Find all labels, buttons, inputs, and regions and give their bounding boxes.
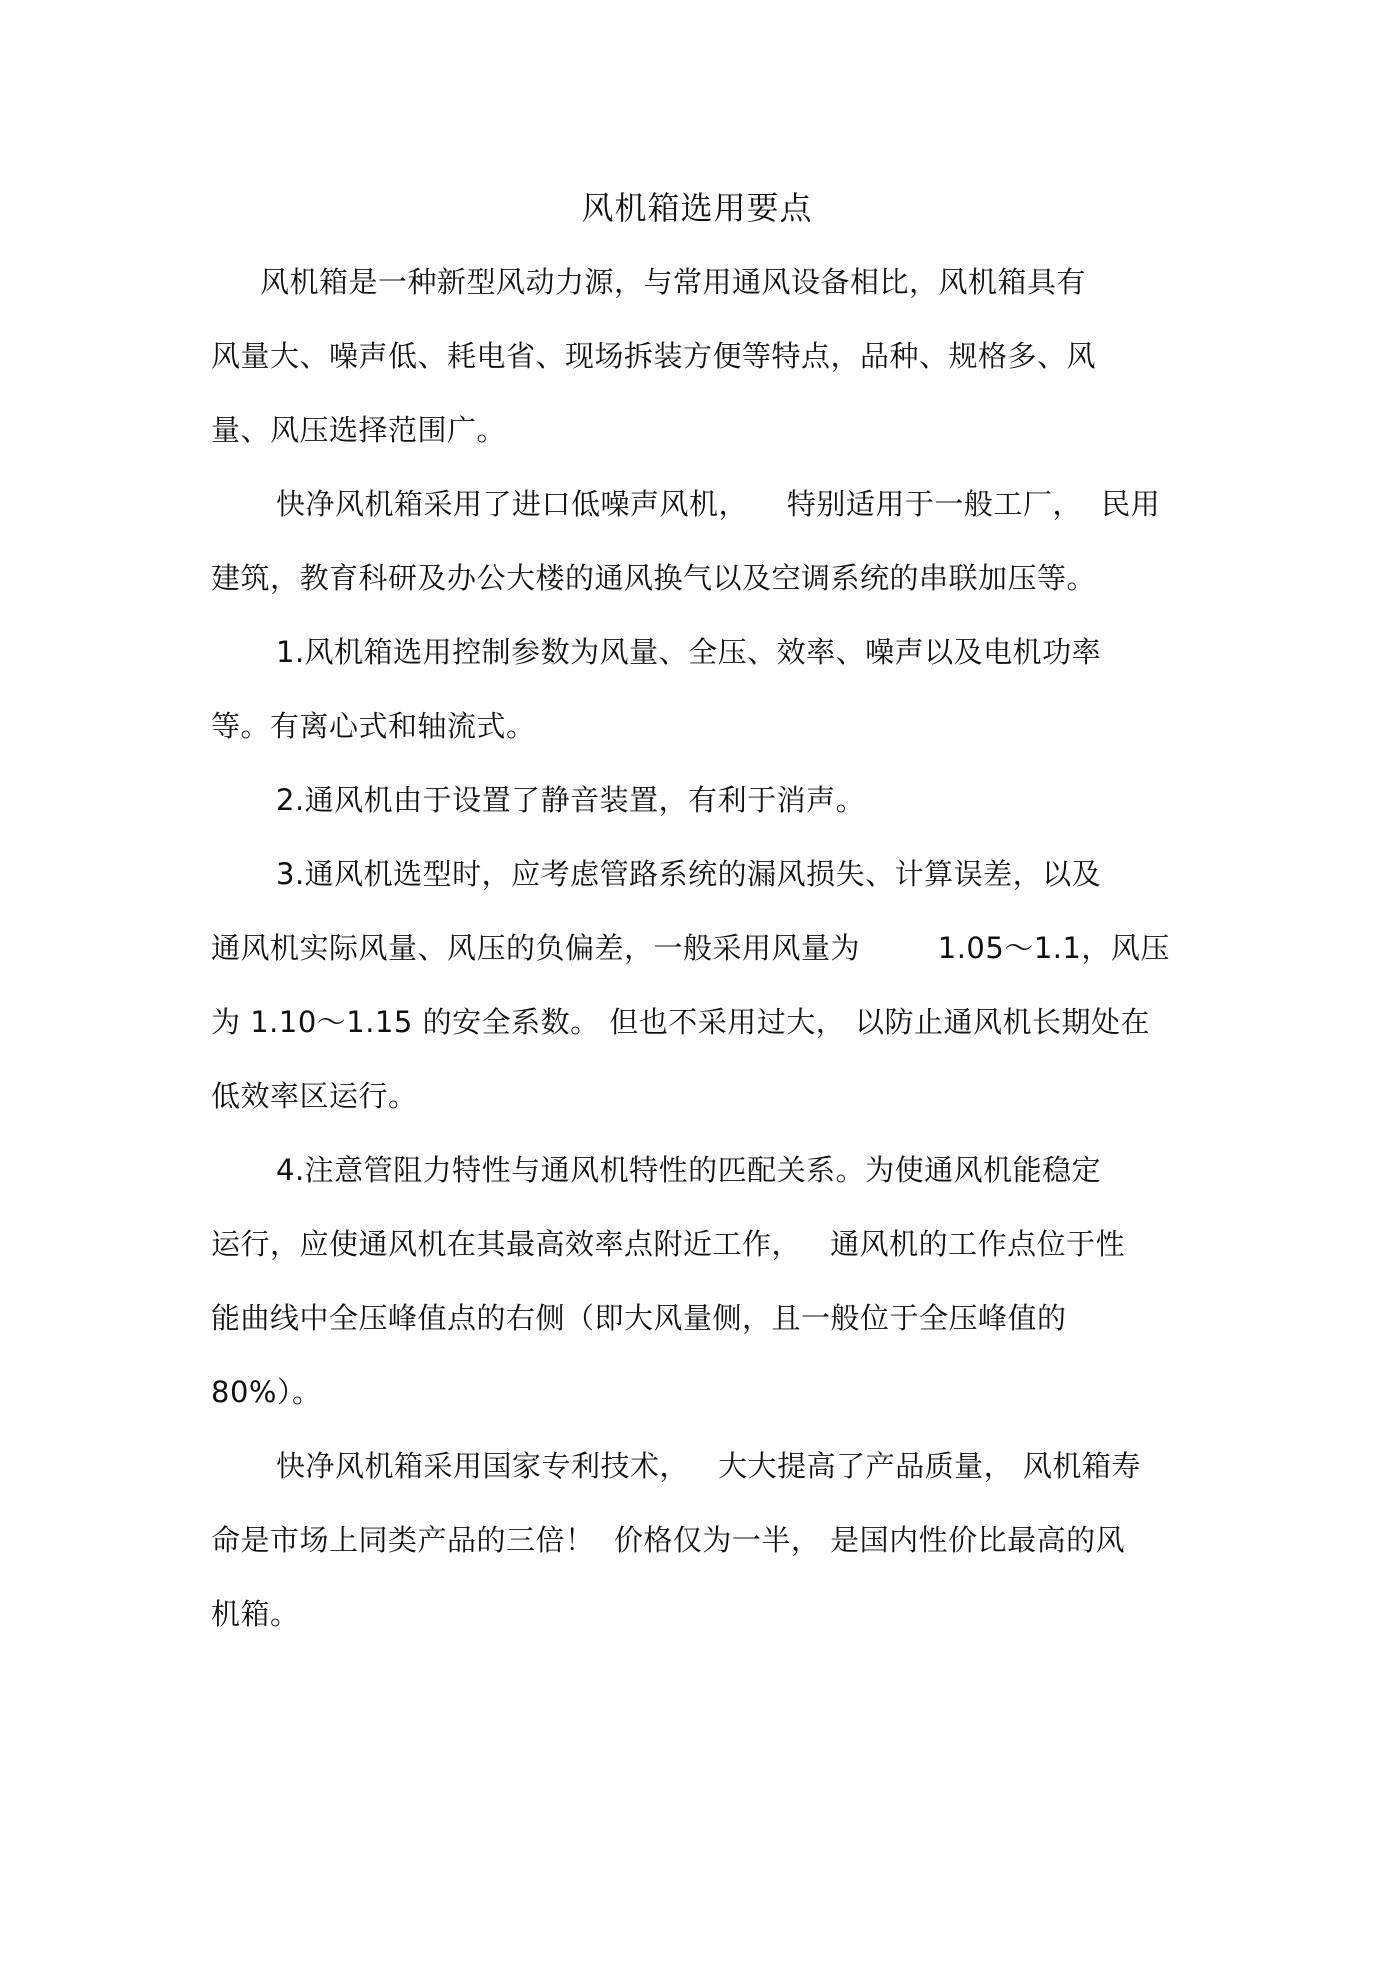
paragraph-line: 量、风压选择范围广。 [211, 413, 507, 447]
list-item-line: 低效率区运行。 [211, 1079, 418, 1113]
document-title: 风机箱选用要点 [581, 189, 813, 227]
list-item-line: 等。有离心式和轴流式。 [211, 709, 536, 743]
list-item-line: 80%）。 [211, 1375, 322, 1409]
list-item-line: 3.通风机选型时，应考虑管路系统的漏风损失、计算误差，以及 [276, 857, 1102, 891]
list-item-line: 2.通风机由于设置了静音装置，有利于消声。 [276, 783, 866, 817]
list-item-line: 运行，应使通风机在其最高效率点附近工作， 通风机的工作点位于性 [211, 1227, 1126, 1261]
paragraph-line: 风机箱是一种新型风动力源，与常用通风设备相比，风机箱具有 [260, 265, 1087, 299]
paragraph-line: 快净风机箱采用了进口低噪声风机， 特别适用于一般工厂， 民用 [276, 487, 1161, 521]
list-item-line: 通风机实际风量、风压的负偏差，一般采用风量为 1.05～1.1，风压 [211, 931, 1170, 965]
list-item-line: 为 1.10～1.15 的安全系数。 但也不采用过大， 以防止通风机长期处在 [211, 1005, 1151, 1039]
paragraph-line: 命是市场上同类产品的三倍！ 价格仅为一半， 是国内性价比最高的风 [211, 1523, 1126, 1557]
paragraph-line: 建筑，教育科研及办公大楼的通风换气以及空调系统的串联加压等。 [211, 561, 1097, 595]
list-item-line: 4.注意管阻力特性与通风机特性的匹配关系。为使通风机能稳定 [276, 1153, 1102, 1187]
list-item-line: 1.风机箱选用控制参数为风量、全压、效率、噪声以及电机功率 [276, 635, 1102, 669]
list-item-line: 能曲线中全压峰值点的右侧（即大风量侧，且一般位于全压峰值的 [211, 1301, 1067, 1335]
paragraph-line: 机箱。 [211, 1597, 300, 1631]
paragraph-line: 风量大、噪声低、耗电省、现场拆装方便等特点，品种、规格多、风 [211, 339, 1097, 373]
paragraph-line: 快净风机箱采用国家专利技术， 大大提高了产品质量， 风机箱寿 [276, 1449, 1141, 1483]
